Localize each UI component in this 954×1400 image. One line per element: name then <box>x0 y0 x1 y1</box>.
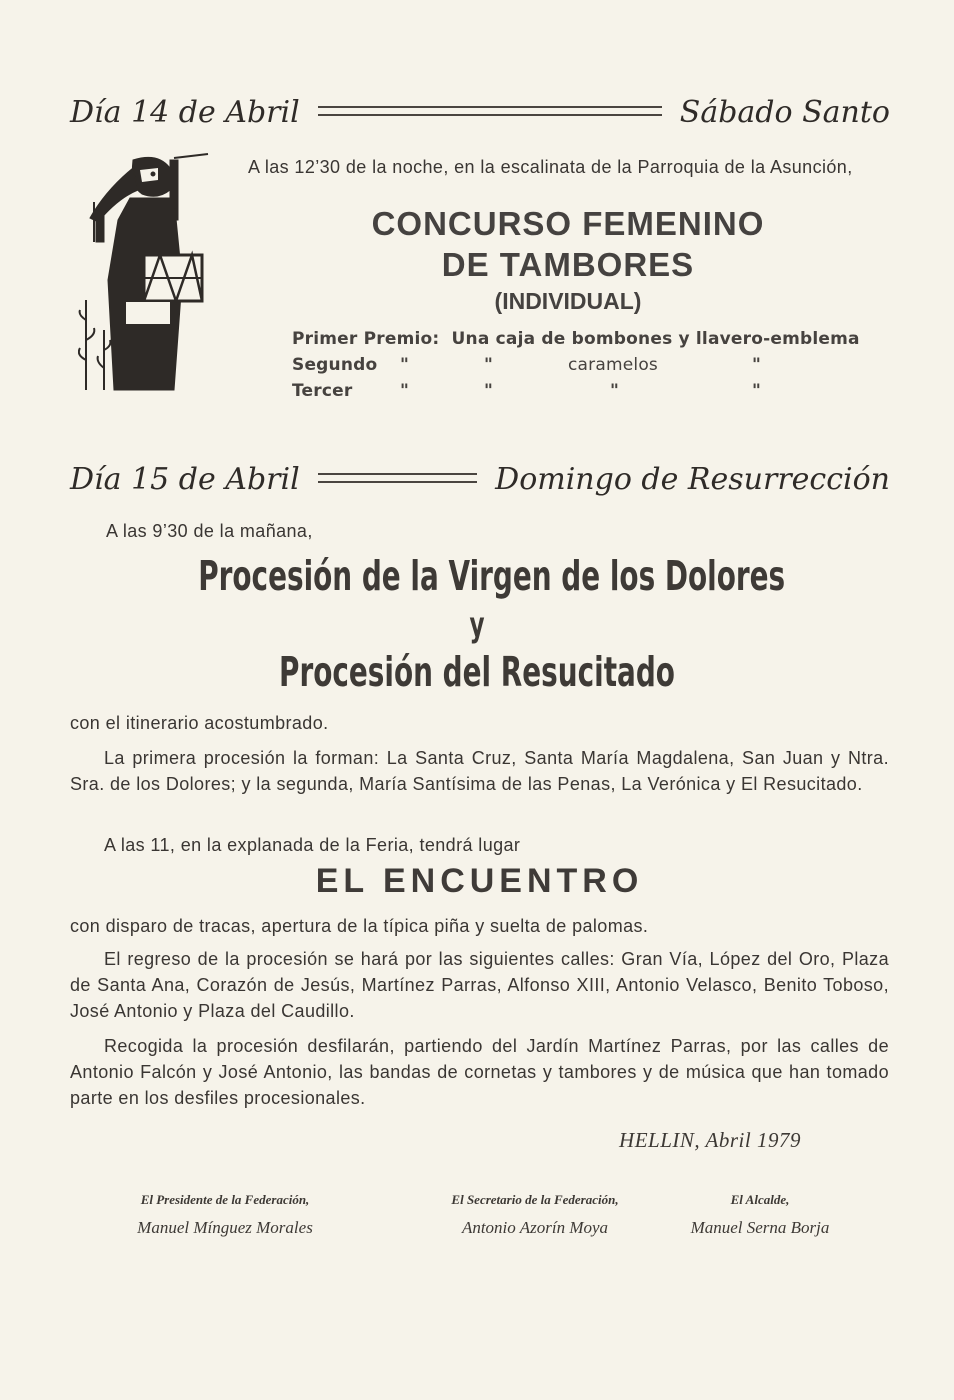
day-15-date: Día 15 de Abril <box>70 462 300 497</box>
ditto-mark: " <box>752 355 762 375</box>
ditto-mark: " <box>400 381 410 401</box>
signature-role: El Alcalde, <box>730 1192 790 1207</box>
signature-president <box>90 1192 360 1238</box>
day-14-header <box>70 80 890 130</box>
header-rule <box>318 106 662 116</box>
procession-title-1: Procesión de la Virgen de los Dolores <box>198 552 786 600</box>
event2-intro: A las 9’30 de la mañana, <box>106 521 313 541</box>
encounter-intro: A las 11, en la explanada de la Feria, tendrá lugar <box>104 835 521 855</box>
ditto-mark: " <box>484 355 494 375</box>
signature-name: Manuel Serna Borja <box>690 1218 830 1237</box>
signature-name: Manuel Mínguez Morales <box>137 1218 313 1237</box>
ditto-mark: " <box>610 381 620 401</box>
event1-intro: A las 12’30 de la noche, en la escalinata de la Parroquia de la Asunción, <box>248 157 853 177</box>
day-14-name: Sábado Santo <box>679 95 890 130</box>
return-route: El regreso de la procesión se hará por las siguientes calles: Gran Vía, López del Oro, Plaza de Santa Ana, Corazón de Jesús, Martínez Parras, Alfonso XIII, Antonio Velasco, Benito Toboso, José Antonio y Plaza del Caudillo. <box>70 949 889 1021</box>
prize-rank: Tercer <box>292 381 353 401</box>
contest-title-line3: (INDIVIDUAL) <box>494 288 642 314</box>
contest-title-line2: DE TAMBORES <box>441 246 695 283</box>
drummer-illustration <box>78 150 213 395</box>
ditto-mark: " <box>400 355 410 375</box>
signature-mayor <box>660 1192 860 1238</box>
signature-name: Antonio Azorín Moya <box>461 1218 609 1237</box>
prize-third <box>292 381 772 405</box>
signature-role: El Secretario de la Federación, <box>451 1192 619 1207</box>
ditto-mark: " <box>484 381 494 401</box>
signature-secretary <box>400 1192 670 1238</box>
day-14-date: Día 14 de Abril <box>70 95 300 130</box>
day-15-name: Domingo de Resurrección <box>495 462 890 497</box>
header-rule <box>318 473 477 483</box>
encounter-title: EL ENCUENTRO <box>315 862 644 900</box>
place-date: HELLIN, Abril 1979 <box>619 1128 801 1152</box>
procession-connector: y <box>469 605 485 645</box>
contest-title-line1: CONCURSO FEMENINO <box>371 205 765 242</box>
bands-parade: Recogida la procesión desfilarán, partiendo del Jardín Martínez Parras, por las calles de Antonio Falcón y José Antonio, las bandas de cornetas y tambores y de música que han tomado parte en los desfiles procesionales. <box>70 1036 889 1108</box>
itinerary-text: con el itinerario acostumbrado. <box>70 713 329 733</box>
ditto-mark: " <box>752 381 762 401</box>
prize-first <box>292 329 860 349</box>
procession-title-2: Procesión del Resucitado <box>279 648 675 696</box>
procession-composition: La primera procesión la forman: La Santa Cruz, Santa María Magdalena, San Juan y Ntra. Sra. de los Dolores; y la segunda, María Santísima de las Penas, La Verónica y El Resucitado. <box>70 748 889 794</box>
encounter-details: con disparo de tracas, apertura de la típica piña y suelta de palomas. <box>70 916 649 936</box>
prize-desc: caramelos <box>568 355 658 375</box>
prize-second <box>292 355 772 379</box>
day-15-header <box>70 447 890 497</box>
prize-rank: Primer Premio: <box>292 329 440 349</box>
prize-desc: Una caja de bombones y llavero-emblema <box>451 329 860 349</box>
prize-rank: Segundo <box>292 355 378 375</box>
signature-role: El Presidente de la Federación, <box>140 1192 310 1207</box>
